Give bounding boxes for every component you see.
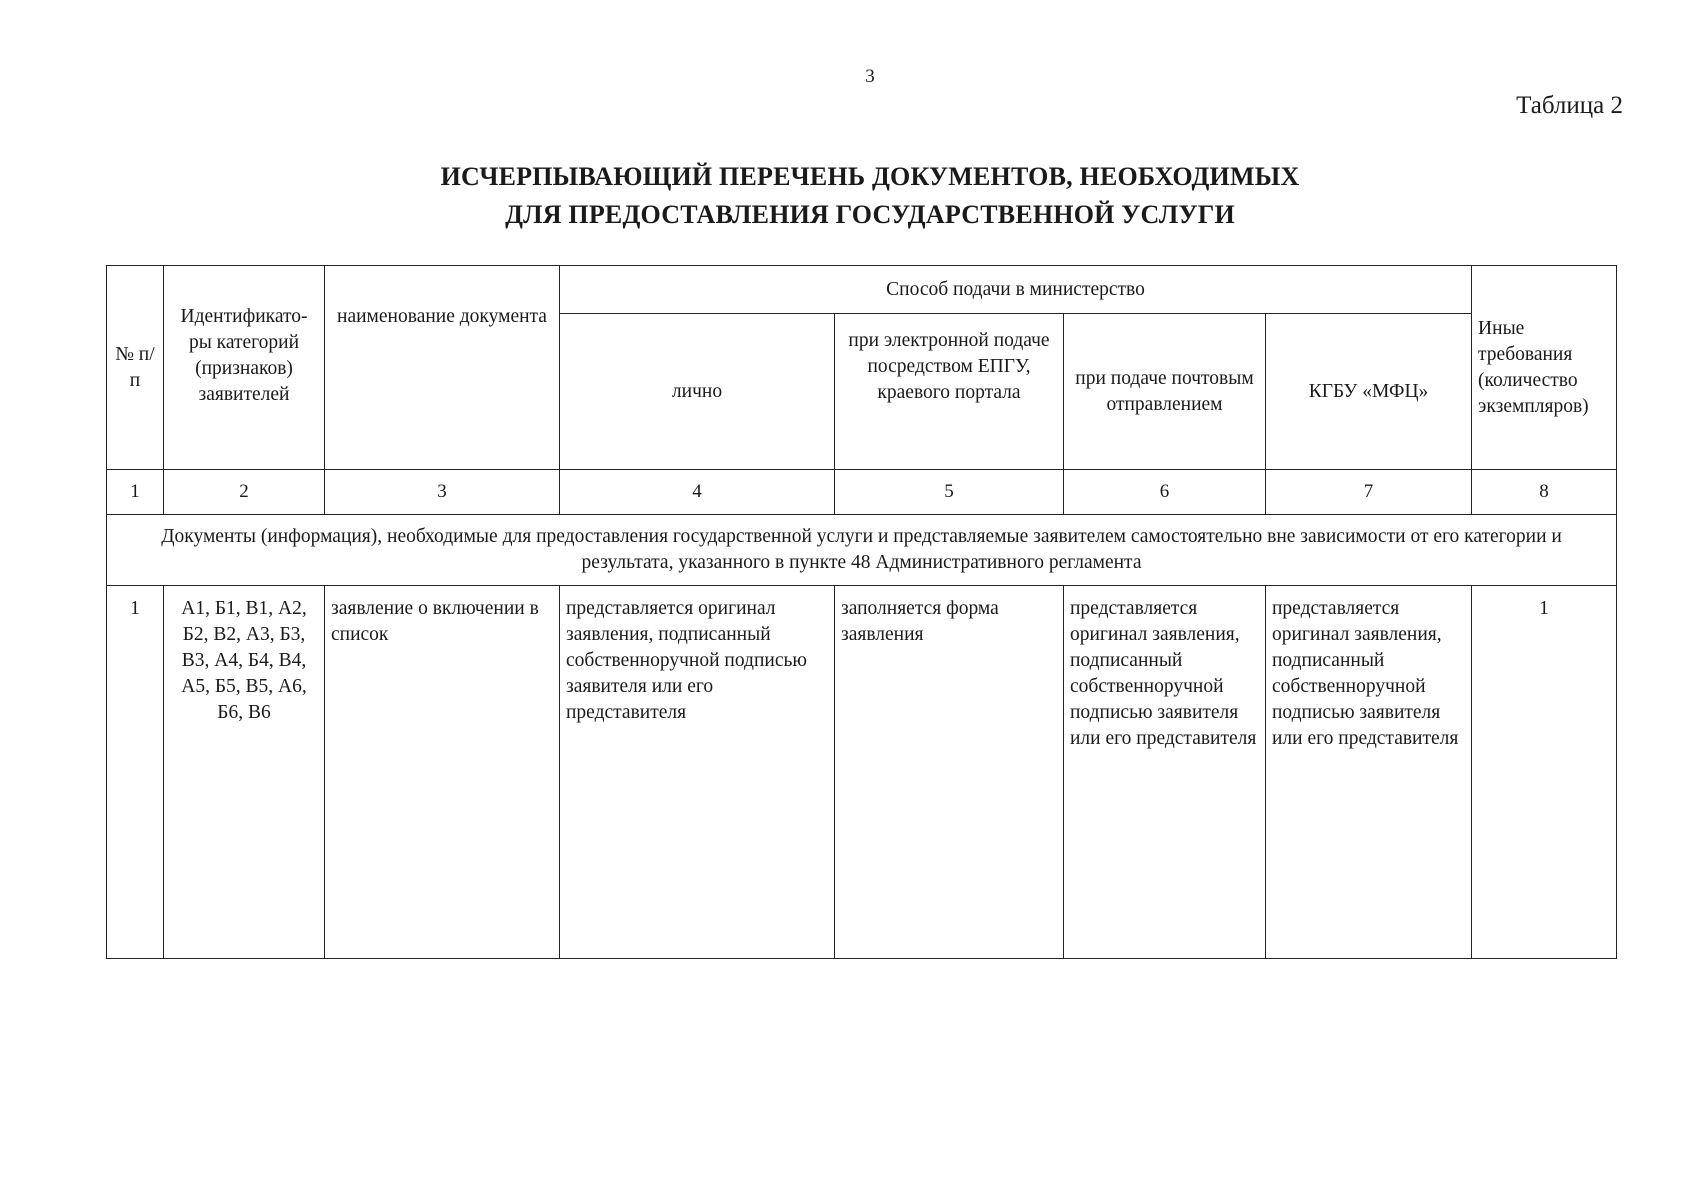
- column-number: 1: [107, 470, 164, 515]
- row-other: 1: [1472, 586, 1617, 959]
- column-number: 5: [835, 470, 1064, 515]
- document-title-line-1: ИСЧЕРПЫВАЮЩИЙ ПЕРЕЧЕНЬ ДОКУМЕНТОВ, НЕОБХОДИМЫХ: [440, 162, 1300, 191]
- row-num: 1: [107, 586, 164, 959]
- column-number: 6: [1064, 470, 1266, 515]
- header-electronic: при электронной подаче посредством ЕПГУ, краевого портала: [835, 314, 1064, 470]
- row-electronic: заполняется форма заявления: [835, 586, 1064, 959]
- row-postal: представляется оригинал заявления, подписанный собственноручной подписью заявителя или его представителя: [1064, 586, 1266, 959]
- column-number: 7: [1266, 470, 1472, 515]
- header-row-1: [107, 266, 1617, 314]
- column-number-row: [107, 470, 1617, 515]
- documents-table: [106, 265, 1617, 959]
- header-num: № п/п: [107, 266, 164, 470]
- page-number: 3: [865, 66, 875, 87]
- table-row: [107, 586, 1617, 959]
- column-number: 4: [560, 470, 835, 515]
- row-identifiers: А1, Б1, В1, А2, Б2, В2, А3, Б3, В3, А4, Б4, В4, А5, Б5, В5, А6, Б6, В6: [164, 586, 325, 959]
- column-number: 3: [325, 470, 560, 515]
- document-title-line-2: ДЛЯ ПРЕДОСТАВЛЕНИЯ ГОСУДАРСТВЕННОЙ УСЛУГИ: [505, 200, 1235, 229]
- row-mfc: представляется оригинал заявления, подписанный собственноручной подписью заявителя или его представителя: [1266, 586, 1472, 959]
- header-submission-group: Способ подачи в министерство: [560, 266, 1472, 314]
- header-other: Иные требования (количество экземпляров): [1472, 266, 1617, 470]
- row-personal: представляется оригинал заявления, подписанный собственноручной подписью заявителя или его представителя: [560, 586, 835, 959]
- header-mfc: КГБУ «МФЦ»: [1266, 314, 1472, 470]
- section-row: [107, 515, 1617, 586]
- column-number: 2: [164, 470, 325, 515]
- header-personal: лично: [560, 314, 835, 470]
- document-title: [0, 158, 1704, 234]
- column-number: 8: [1472, 470, 1617, 515]
- header-postal: при подаче почтовым отправлением: [1064, 314, 1266, 470]
- header-identifiers: Идентификато-ры категорий (признаков) заявителей: [164, 266, 325, 470]
- section-title: Документы (информация), необходимые для предоставления государственной услуги и представляемые заявителем самостоятельно вне зависимости от его категории и результата, указанного в пункте 48 Административного регламента: [107, 515, 1617, 586]
- header-doc-name: наименование документа: [325, 266, 560, 470]
- table-label: Таблица 2: [1516, 92, 1623, 119]
- row-doc-name: заявление о включении в список: [325, 586, 560, 959]
